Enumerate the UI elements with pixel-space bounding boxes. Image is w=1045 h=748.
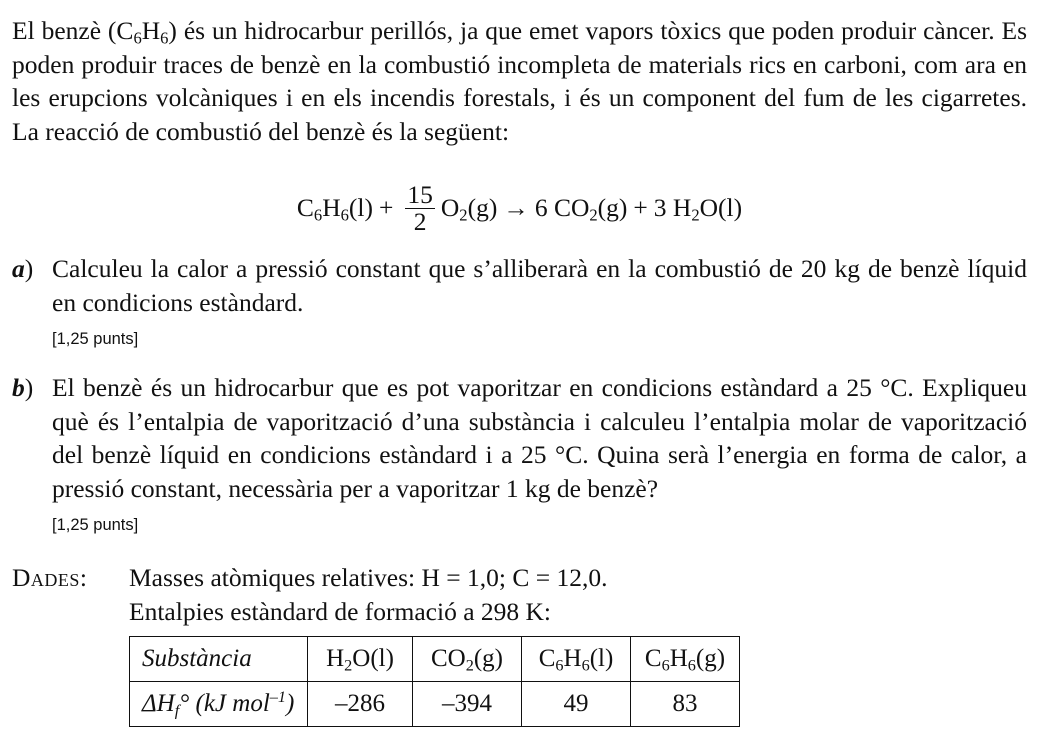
table-col-c6h6-g: $C_6H_6(g)$ [631, 637, 740, 682]
table-cell: 83 [631, 682, 740, 727]
intro-sub-1: 6 [133, 28, 142, 48]
table-col-h2o: $H_2O(l)$ [308, 637, 413, 682]
reactant-oxygen: $O_2(g)$ [440, 193, 498, 225]
table-header-label: Substància [130, 637, 308, 682]
reaction-arrow: → [503, 193, 529, 222]
fraction-denominator: 2 [413, 206, 427, 236]
intro-sub-2: 6 [160, 28, 169, 48]
fraction-numerator: 15 [407, 179, 433, 209]
intro-text-2: H [141, 16, 161, 45]
combustion-equation [12, 178, 1027, 238]
question-a-label: a) [12, 254, 34, 283]
question-a-text: Calculeu la calor a pressió constant que s’alliberarà en la combustió de 20 kg de benzè líquid en condicions estàndard. [52, 254, 1027, 317]
product-co2: 6 $CO_2(g)$ [534, 193, 628, 225]
question-b [12, 371, 1027, 505]
table-row-label: $\Delta H_f^\circ$ (kJ mol$^{-1}$) [130, 682, 308, 727]
question-b-label: b) [12, 373, 34, 402]
exam-page [12, 14, 1027, 727]
coefficient-fraction [405, 179, 435, 236]
product-water: 3 $H_2O(l)$ [653, 193, 743, 225]
table-value-row [130, 682, 740, 727]
data-label: Dades: [12, 563, 88, 592]
plus-sign: + [633, 193, 648, 222]
table-col-c6h6-l: $C_6H_6(l)$ [522, 637, 631, 682]
table-cell: –286 [308, 682, 413, 727]
question-a-points: [1,25 punts] [52, 330, 139, 348]
table-cell: –394 [413, 682, 522, 727]
data-section [12, 561, 1027, 727]
reactant-benzene: $C_6H_6(l)$ [296, 193, 373, 225]
enthalpies-heading: Entalpies estàndard de formació a 298 K: [129, 596, 552, 626]
intro-text-3: ) és un hidrocarbur perillós, ja que emet vapors tòxics que poden produir càncer. Es poden produir traces de benzè en la combustió incompleta de materials rics en carboni, com ara en les erupcions volcàniques i en els incendis forestals, i és un component del fum de les cigarretes. La reacció de combustió del benzè és la següent: [12, 16, 1027, 146]
table-cell: 49 [522, 682, 631, 727]
table-header-row [130, 637, 740, 682]
table-col-co2: $CO_2(g)$ [413, 637, 522, 682]
question-b-points: [1,25 punts] [52, 516, 139, 534]
atomic-masses: Masses atòmiques relatives: H = 1,0; C = 12,0. [129, 563, 608, 592]
enthalpy-table [129, 636, 740, 727]
intro-text-1: El benzè (C [12, 16, 134, 45]
question-b-text: El benzè és un hidrocarbur que es pot vaporitzar en condicions estàndard a 25 °C. Expliqueu què és l’entalpia de vaporització d’una substància i calculeu l’entalpia molar de vaporització del benzè líquid en condicions estàndard i a 25 °C. Quina serà l’energia en forma de calor, a pressió constant, necessària per a vaporitzar 1 kg de benzè? [52, 373, 1027, 503]
plus-sign: + [378, 193, 394, 222]
intro-paragraph [12, 14, 1027, 148]
question-a [12, 252, 1027, 319]
